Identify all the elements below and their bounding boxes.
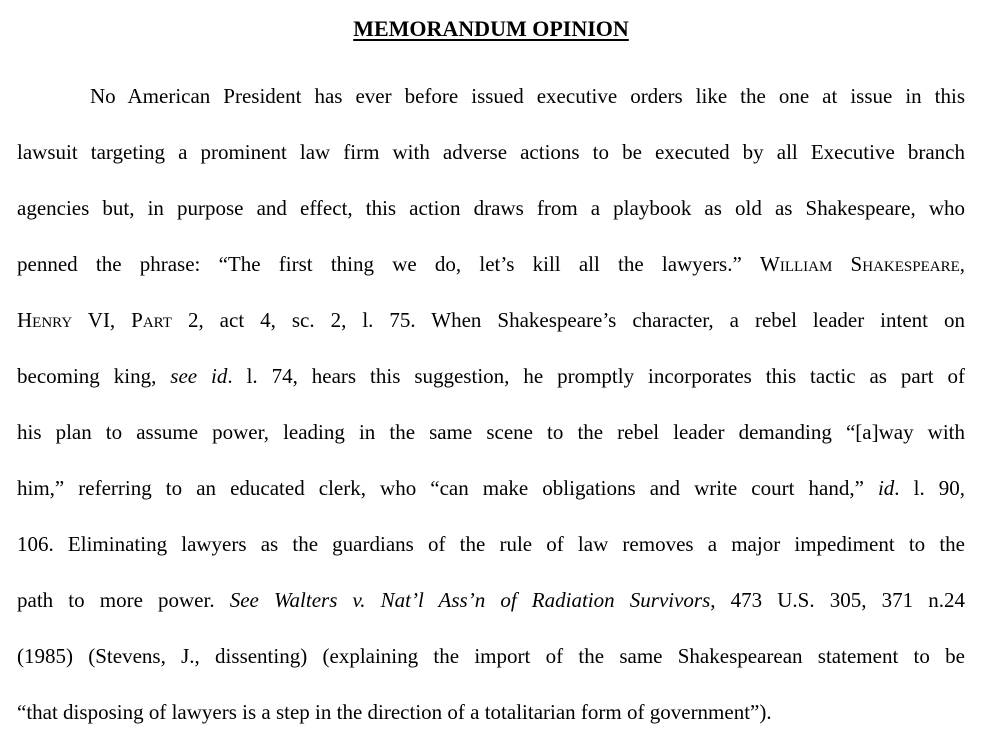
text-run: VI, bbox=[72, 308, 132, 332]
text-run: “that disposing of lawyers is a step in the direction of a totalitarian form of government”). bbox=[17, 700, 772, 724]
page-title: MEMORANDUM OPINION bbox=[353, 16, 629, 41]
text-run: , 473 U.S. 305, 371 n.24 bbox=[710, 588, 965, 612]
text-run: No American President has ever before issued executive orders like the one at issue in this bbox=[90, 84, 965, 108]
opinion-paragraph bbox=[17, 68, 965, 740]
text-line bbox=[17, 292, 965, 348]
text-line bbox=[17, 460, 965, 516]
small-caps-citation: William Shakespeare bbox=[760, 252, 960, 276]
text-line bbox=[17, 236, 965, 292]
text-run: 2, act 4, sc. 2, l. 75. When Shakespeare’s character, a rebel leader intent on bbox=[171, 308, 965, 332]
text-run: . l. 90, bbox=[894, 476, 965, 500]
text-line bbox=[17, 516, 965, 572]
text-line bbox=[17, 124, 965, 180]
text-run: penned the phrase: “The first thing we do, let’s kill all the lawyers.” bbox=[17, 252, 761, 276]
text-line bbox=[17, 572, 965, 628]
text-line bbox=[17, 180, 965, 236]
italic-citation: see id bbox=[170, 364, 228, 388]
text-run: 106. Eliminating lawyers as the guardians of the rule of law removes a major impediment to the bbox=[17, 532, 965, 556]
small-caps-citation: Henry bbox=[17, 308, 73, 332]
text-run: lawsuit targeting a prominent law firm with adverse actions to be executed by all Executive branch bbox=[17, 140, 965, 164]
text-line bbox=[17, 348, 965, 404]
text-line bbox=[17, 68, 965, 124]
italic-citation: See Walters v. Nat’l Ass’n of Radiation Survivors bbox=[229, 588, 711, 612]
text-run: path to more power. bbox=[17, 588, 230, 612]
text-run: , bbox=[959, 252, 965, 276]
text-line bbox=[17, 684, 965, 740]
small-caps-citation: Part bbox=[131, 308, 172, 332]
italic-citation: id bbox=[877, 476, 895, 500]
text-run: (1985) (Stevens, J., dissenting) (explaining the import of the same Shakespearean statement to be bbox=[17, 644, 965, 668]
text-run: agencies but, in purpose and effect, this action draws from a playbook as old as Shakespeare, who bbox=[17, 196, 965, 220]
text-run: becoming king, bbox=[17, 364, 171, 388]
text-line bbox=[17, 404, 965, 460]
text-run: him,” referring to an educated clerk, who “can make obligations and write court hand,” bbox=[17, 476, 878, 500]
text-run: his plan to assume power, leading in the same scene to the rebel leader demanding “[a]way with bbox=[17, 420, 965, 444]
text-line bbox=[17, 628, 965, 684]
text-run: . l. 74, hears this suggestion, he promptly incorporates this tactic as part of bbox=[227, 364, 965, 388]
